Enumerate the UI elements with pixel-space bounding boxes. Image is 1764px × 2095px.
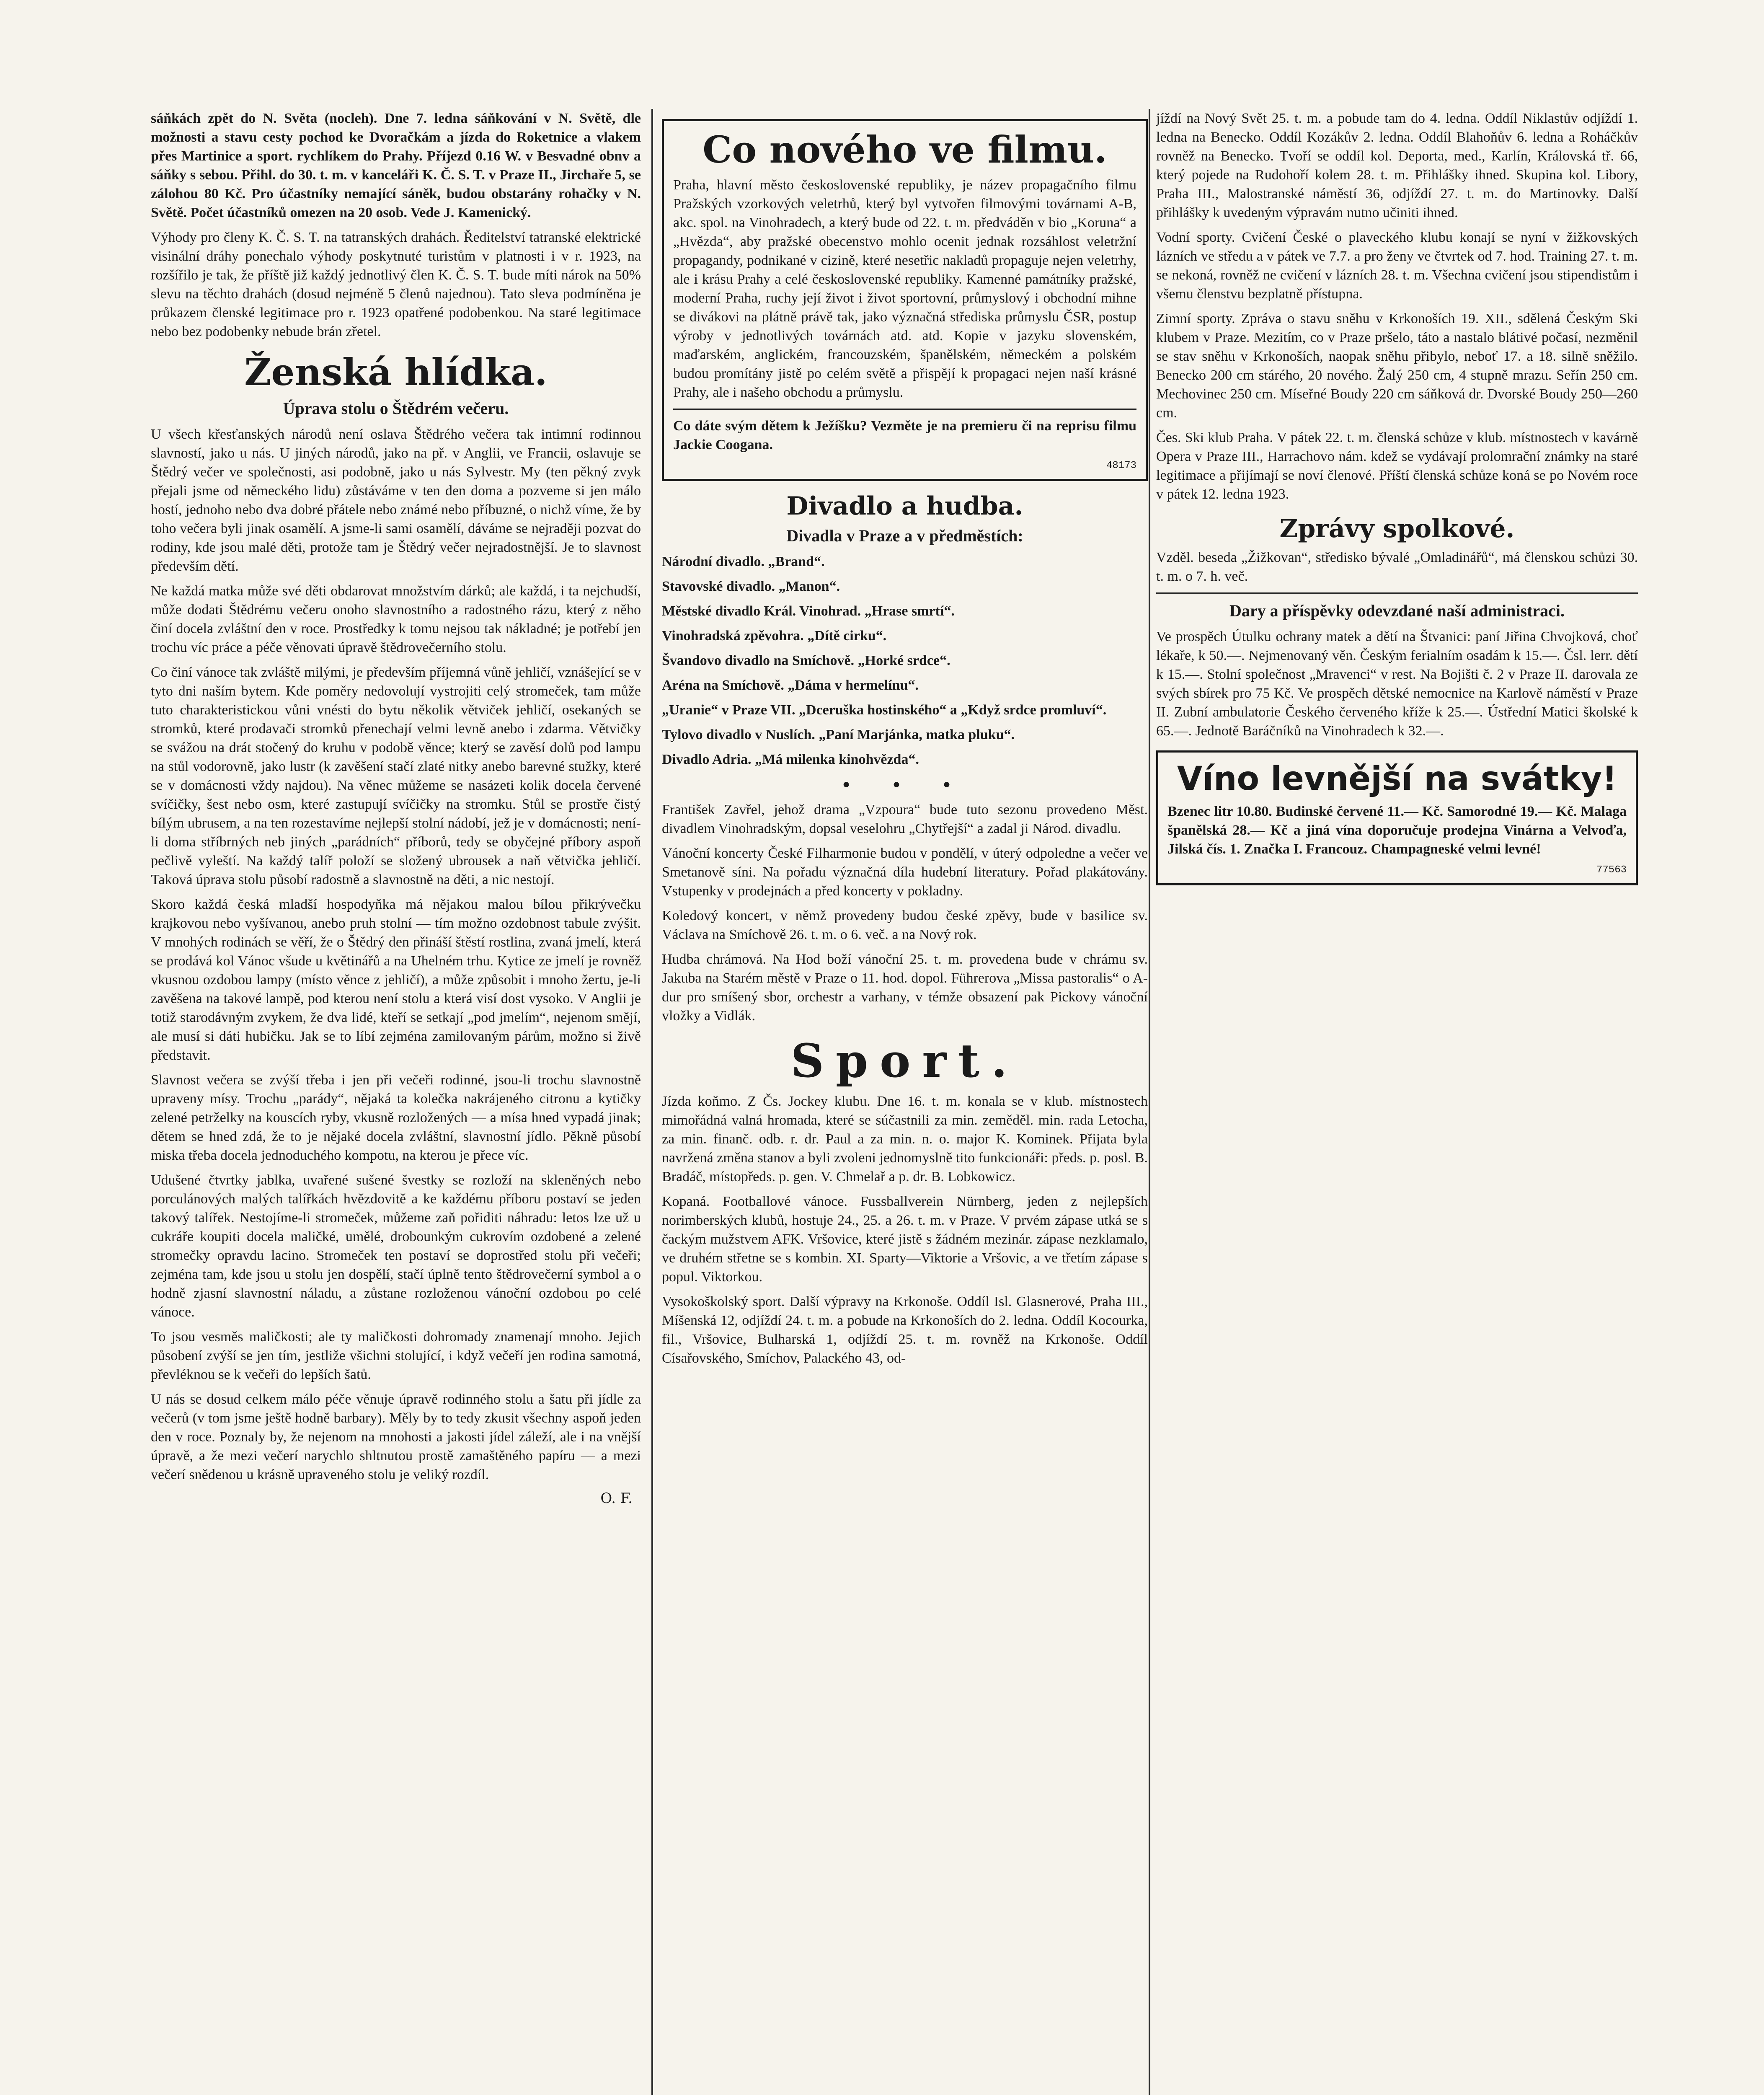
article-paragraph: Skoro každá česká mladší hospodyňka má nějakou malou bílou přikrývečku krajkovou nebo vyšívanou, anebo pruh stolní — tím možno ozdobnost tabule zvýšit. V mnohých rodinách se věří, že o Štědrý den přináší štěstí rostlina, zvaná jmelí, která se prodává kol Vánoc všude u květinářů a na Uhelném trhu. Kytice ze jmelí je rovněž vkusnou ozdobou lampy (místo věnce z jehličí), a může způsobit i mnoho žertu, je-li zavěšena na takové lampě, pod kterou není stolu a která visí dost vysoko. V Anglii je totiž starodávným zvykem, že dva lidé, kteří se setkají „pod jmelím“, nejenom smějí, ale musí si dáti hubičku. Jak se to líbí zejména zamilovaným párům, možno si živě představit. bbox=[151, 897, 641, 1063]
film-article: Praha, hlavní město československé republiky, je název propagačního filmu Pražských vzorkových veletrhů, který byl vytvořen filmovými továrnami A-B, akc. spol. na Vinohradech, a který bude od 22. t. m. předváděn v bio „Koruna“ a „Hvězda“, aby pražské obecenstvo mohlo ocenit jednak rozsáhlost veletržní propagandy, podnikané v cizině, které nesetřic nakladů propaguje nejen veletrhy, ale i krásu Prahy a celé československé republiky. Kamenné památníky pražské, moderní Praha, ruchy její život i život sportovní, průmyslový i obchodní mihne se divákovi na plátně právě tak, jako význačná střediska průmyslu ČSR, postup výroby v jednotlivých továrnách atd. atd. Kopie v jazyku slovenském, maďarském, anglickém, francouzském, španělském, německém a polském budou promítány jistě po celém světě a přispějí k propagaci nejen naší krásné Prahy, ale i našeho obchodu a průmyslu. bbox=[673, 177, 1136, 400]
theatre-item: Městské divadlo Král. Vinohrad. „Hrase smrtí“. bbox=[662, 603, 955, 619]
ornament-stars: • • • bbox=[841, 775, 969, 796]
article-paragraph: Vzděl. beseda „Žižkovan“, středisko bývalé „Omladinářů“, má členskou schůzi 30. t. m. o 7. h. več. bbox=[1156, 550, 1638, 584]
section-heading-donations: Dary a příspěvky odevzdané naší administraci. bbox=[1229, 601, 1565, 620]
article-paragraph: jíždí na Nový Svět 25. t. m. a pobude tam do 4. ledna. Oddíl Niklastův odjíždí 1. ledna na Benecko. Oddíl Kozákův 2. ledna. Oddíl Blahoňův 6. ledna a Roháčkův rovněž na Benecko. Tvoří se oddíl kol. Deporta, med., Karlín, Královská tř. 66, který pojede na Rudohoří kolem 28. t. m. Přihlášky ihned. Skupina kol. Libory, Praha III., Malostranské náměstí 36, odjíždí 27. t. m. do Martinovky. Další přihlášky k uvedeným výpravám nutno učiniti ihned. bbox=[1156, 111, 1638, 220]
theatre-item: Stavovské divadlo. „Manon“. bbox=[662, 579, 840, 594]
article-paragraph: Slavnost večera se zvýší třeba i jen při večeři rodinné, jsou-li trochu slavnostně upraveny mísy. Trochu „parády“, nějaká ta kolečka nakrájeného citronu a kytičky zelené petrželky na kouscích ryby, vkusně rozložených — a mísa hned vypadá jinak; dětem se hned zdá, že to je nějaké docela zvláštní, slavnostní jídlo. Pěkně působí miska třeba docela jednoduchého kompotu, na kterou je přece víc. bbox=[151, 1072, 641, 1163]
section-heading-associations: Zprávy spolkové. bbox=[1279, 514, 1515, 543]
column-middle bbox=[662, 109, 1148, 2095]
film-box bbox=[662, 119, 1148, 481]
article-paragraph: Co činí vánoce tak zvláště milými, je především příjemná vůně jehličí, vznášející se v tyto dni naším bytem. Kde poměry nedovolují vystrojiti celý stromeček, tam může tuto charakteristickou vůni vnésti do bytu několik větviček jehličí, osekaných se stromků, které prodavači stromků přenechají velmi levně anebo i zdarma. Větvičky se svážou na drát stočený do kruhu v podobě věnce; který se zavěsí dolů pod lampu na stůl vodorovně, jako lustr (k zavěšení stačí zlaté nitky anebo barevné stužky, které se v domácnosti vždy najdou). Na věnec můžeme se nasázeti kolik docela červené svíčičky, šest nebo osm, které zastupují svíčičky na stromku. Stůl se prostře čistý bílým ubrusem, a na ten rozestavíme nejlepší stolní nádobí, jež je v domácnosti; není-li doma stříbrných neb jiných „parádních“ příborů, tedy se obyčejné příbory aspoň pečlivě vyleští. Na každý talíř položí se složený ubrousek a naň větvička jehličí. Taková úprava stolu působí radostně a slavnostně na děti, a nic nestojí. bbox=[151, 665, 641, 887]
article-paragraph: To jsou vesměs maličkosti; ale ty maličkosti dohromady znamenají mnoho. Jejich působení zvýší se jen tím, jestliže všichni stolující, i když večeří jen rodina samotná, převléknou se k večeři do lepších šatů. bbox=[151, 1329, 641, 1382]
article-paragraph: U všech křesťanských národů není oslava Štědrého večera tak intimní rodinnou slavností, jako u nás. U jiných národů, jako na př. v Anglii, ve Francii, oslavuje se Štědrý večer ve společnosti, asi podobně, jako u nás Sylvestr. My (ten pěkný zvyk přejali jsme od německého lidu) zůstáváme v ten den doma a pozveme si jen málo hostí, jednoho nebo dva dobré přátele nebo známé nebo příbuzné, o nichž víme, že by toho večera byli jinak osamělí. A jsme-li sami osamělí, dáváme se nejraději pozvat do rodiny, kde jsou malé děti, protože tam je Štědrý večer nejradostnější. Je to slavnost především dětí. bbox=[151, 427, 641, 574]
column-rule bbox=[1149, 109, 1150, 2095]
article-paragraph: Ne každá matka může své děti obdarovat množstvím dárků; ale každá, i ta nejchudší, může dodati Štědrému večeru onoho slavnostního a radostného rázu, který z něho činí docela zvláštní den v roce. Prostředky k tomu nejsou tak nákladné; je potřebí jen trochu víc práce a péče věnovati úpravě štědrovečerního stolu. bbox=[151, 583, 641, 655]
article-paragraph: Vodní sporty. Cvičení České o plaveckého klubu konají se nyní v žižkovských lázních ve středu a v pátek ve 7.7. a pro ženy ve čtvrtek od 7. hod. Training 27. t. m. se nekoná, rovněž ne cvičení v lázních 28. t. m. Všechna cvičení jsou stipendistům i všemu členstvu bezplatně přístupna. bbox=[1156, 230, 1638, 302]
article-paragraph: Čes. Ski klub Praha. V pátek 22. t. m. členská schůze v klub. místnostech v kavárně Opera v Praze III., Harrachovo nám. kdež se vydávají prolomrační známky na staré legitimace a přijímají se noví členové. Příští členská schůze koná se po Novém roce v pátek 12. ledna 1923. bbox=[1156, 430, 1638, 502]
ad-code: 77563 bbox=[1596, 864, 1627, 876]
theatre-item: Národní divadlo. „Brand“. bbox=[662, 554, 825, 569]
wine-advertisement bbox=[1156, 750, 1638, 885]
benefits-notice: Výhody pro členy K. Č. S. T. na tatranských drahách. Ředitelství tatranské elektrické visinální dráhy ponechalo výhody poskytnuté turistům v platnosti i v r. 1923, na rozšířilo je tak, že příště již každý jednotlivý člen K. Č. S. T. bude míti nárok na 50% slevu na těchto drahách (dosud nejméně 5 členů najednou). Tato sleva podmíněna je průkazem členské legitimace pro r. 1923 opatřené podobenkou. Na staré legitimace nebo bez podobenky nebude brán zřetel. bbox=[151, 230, 641, 339]
article-paragraph: Hudba chrámová. Na Hod boží vánoční 25. t. m. provedena bude v chrámu sv. Jakuba na Starém městě v Praze o 11. hod. dopol. Führerova „Missa pastoralis“ o A-dur pro smíšený sbor, orchestr a varhany, v témže obsazení pak Pickovy vánoční vložky a Vidlák. bbox=[662, 952, 1148, 1024]
divider bbox=[1156, 592, 1638, 594]
section-heading-womens-corner: Ženská hlídka. bbox=[244, 350, 548, 394]
wine-ad-title: Víno levnější na svátky! bbox=[1177, 760, 1617, 798]
article-paragraph: Jízda koňmo. Z Čs. Jockey klubu. Dne 16. t. m. konala se v klub. místnostech mimořádná valná hromada, které se súčastnili za min. zeměděl. min. rada Letocha, za min. finanč. odb. r. dr. Paul a za min. n. o. major K. Kominek. Přijata byla navržená změna stanov a byli zvoleni jednomyslně tito funkcionáři: předs. p. posl. B. Bradáč, místopředs. p. gen. V. Chmelař a p. dr. B. Lobkowicz. bbox=[662, 1094, 1148, 1185]
film-ad: Co dáte svým dětem k Ježíšku? Vezměte je na premieru či na reprisu filmu Jackie Coogana. bbox=[673, 418, 1136, 453]
article-paragraph: Vánoční koncerty České Filharmonie budou v pondělí, v úterý odpoledne a večer ve Smetanově síni. Na pořadu význačná díla hudební literatury. Pořad plakátovány. Vstupenky v prodejnách a před koncerty v pokladny. bbox=[662, 846, 1148, 899]
section-heading-sport: Sport. bbox=[790, 1034, 1019, 1088]
donations-list: Ve prospěch Útulku ochrany matek a dětí na Štvanici: paní Jiřina Chvojková, choť lékaře, k 50.—. Nejmenovaný věn. Českým ferialním osadám k 15.—. Čsl. lerr. dětí k 15.—. Stolní společnost „Mravenci“ v rest. Na Bojišti č. 2 v Praze II. darovala ze svých sbírek pro 75 Kč. Ve prospěch dětské nemocnice na Karlově náměstí v Praze II. Zubní ambulatorie Českého červeného kříže k 25.—. Ústřední Matici školské k 65.—. Jednotě Baráčníků na Vinohradech k 32.—. bbox=[1156, 629, 1638, 739]
article-paragraph: Vysokoškolský sport. Další výpravy na Krkonoše. Oddíl Isl. Glasnerové, Praha III., Míšenská 12, odjíždí 24. t. m. a pobude na Krkonoších do 2. ledna. Oddíl Kocourka, fil., Vršovice, Bulharská 1, odjíždí 25. t. m. rovněž na Krkonoše. Oddíl Císařovského, Smíchov, Palackého 43, od- bbox=[662, 1294, 1148, 1366]
theatre-item: Divadlo Adria. „Má milenka kinohvězda“. bbox=[662, 752, 919, 767]
article-paragraph: Kopaná. Footballové vánoce. Fussballverein Nürnberg, jeden z nejlepších norimberských klubů, hostuje 24., 25. a 26. t. m. v Praze. V prvém zápase utká se s čackým mužstvem AFK. Vršovice, které jistě s žádném mezinár. zápase nezklamalo, ve druhém střetne se s kombin. XI. Sparty—Viktorie a Vršovic, a ve třetím zápase s popul. Viktorkou. bbox=[662, 1194, 1148, 1285]
theatre-item: Tylovo divadlo v Nuslích. „Paní Marjánka, matka pluku“. bbox=[662, 727, 1015, 742]
theatre-item: „Uranie“ v Praze VII. „Dceruška hostinského“ a „Když srdce promluví“. bbox=[662, 702, 1107, 718]
article-paragraph: Udušené čtvrtky jablka, uvařené sušené švestky se rozloží na skleněných nebo porculánových malých talířkách hvězdovitě a ke každému příboru postaví se jeden takový talířek. Nestojíme-li stromeček, můžeme zaň pořiditi náhradu: letos lze už u cukráře koupiti docela maličké, umělé, drobounkým cukrovím ozdobené a zelené stromečky opravdu lacino. Stromeček ten postaví se doprostřed stolu při večeři; zejména tam, kde jsou u stolu jen dospělí, stačí úplně tento štědrovečerní symbol a o hodně zjasní slavnostní náladu, a zůstane rozloženou vánoční ozdobou po celé vánoce. bbox=[151, 1172, 641, 1320]
wine-ad-text: Bzenec litr 10.80. Budinské červené 11.— Kč. Samorodné 19.— Kč. Malaga španělská 28.— Kč a jiná vína doporučuje prodejna Vinárna a Velvoďa, Jilská čís. 1. Značka I. Francouz. Champagneské velmi levné! bbox=[1167, 804, 1627, 857]
column-left bbox=[151, 109, 641, 2095]
theatre-list bbox=[662, 552, 1148, 769]
article-paragraph: Koledový koncert, v němž provedeny budou české zpěvy, bude v basilice sv. Václava na Smíchově 26. t. m. o 6. več. a na Nový rok. bbox=[662, 908, 1148, 942]
article-paragraph: U nás se dosud celkem málo péče věnuje úpravě rodinného stolu a šatu při jídle za večerů (v tom jsme ještě hodně barbary). Měly by to tedy zkusit všechny aspoň jeden den v roce. Poznaly by, že nejenom na mnohosti a jakosti jídel záleží, ale i na vnější úpravě, a že mezi večerí narychlo shltnutou prostě zamaštěného papíru — a mezi večerí snědenou u krásně upraveného stolu je veliký rozdíl. bbox=[151, 1391, 641, 1482]
section-heading-film: Co nového ve filmu. bbox=[703, 128, 1107, 171]
theatre-item: Vinohradská zpěvohra. „Dítě cirku“. bbox=[662, 628, 887, 644]
section-heading-theatre: Divadlo a hudba. bbox=[786, 491, 1023, 521]
theatre-item: Švandovo divadlo na Smíchově. „Horké srdce“. bbox=[662, 653, 950, 668]
theatre-subheading: Divadla v Praze a v předměstích: bbox=[786, 526, 1023, 545]
trip-notice: sáňkách zpět do N. Světa (nocleh). Dne 7. ledna sáňkování v N. Světě, dle možnosti a stavu cesty pochod ke Dvoračkám a jízda do Roketnice a vlakem přes Martinice a sport. rychlíkem do Prahy. Příjezd 0.16 W. v Besvadné obnv a sáňky s sebou. Přihl. do 30. t. m. v kanceláři K. Č. S. T. v Praze II., Jirchaře 5, se zálohou 80 Kč. Pro účastníky nemající sáněk, budou obstarány rohačky v N. Světě. Počet účastníků omezen na 20 osob. Vede J. Kamenický. bbox=[151, 111, 641, 220]
ad-code: 48173 bbox=[1106, 460, 1136, 471]
article-signature: O. F. bbox=[600, 1490, 633, 1507]
article-paragraph: František Zavřel, jehož drama „Vzpoura“ bude tuto sezonu provedeno Měst. divadlem Vinohradským, dopsal veselohru „Chytřejší“ a zadal ji Národ. divadlu. bbox=[662, 802, 1148, 836]
article-paragraph: Zimní sporty. Zpráva o stavu sněhu v Krkonoších 19. XII., sdělená Českým Ski klubem v Praze. Mezitím, co v Praze pršelo, táto a nastalo blátivé počasí, nezměnil se stav sněhu v Krkonoších, naopak sněhu přibylo, neboť 17. a 18. silně sněžilo. Benecko 200 cm stárého, 20 nového. Žalý 250 cm, 4 stupně mrazu. Seřín 250 cm. Mechovinec 250 cm. Míseřné Boudy 220 cm sáňková dr. Dvorské Boudy 250—260 cm. bbox=[1156, 311, 1638, 421]
column-rule bbox=[651, 109, 653, 2095]
column-right bbox=[1156, 109, 1638, 2095]
article-title-table-setting: Úprava stolu o Štědrém večeru. bbox=[283, 399, 509, 418]
theatre-item: Aréna na Smíchově. „Dáma v hermelínu“. bbox=[662, 678, 919, 693]
divider bbox=[673, 409, 1136, 410]
